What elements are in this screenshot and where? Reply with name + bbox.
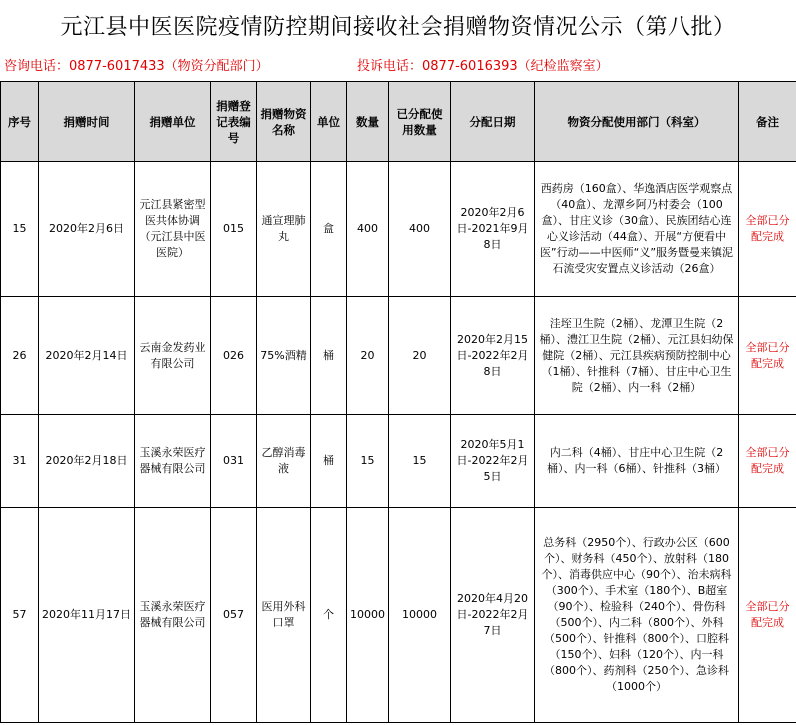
cell-dept: 西药房（160盒）、华逸酒店医学观察点（40盒）、龙潭乡阿乃村委会（100盒）、甘庄义诊（30盒）、民族团结心连心义诊活动（44盒）、开展“方便看中医”行动——中医师“义”服务暨曼来镇泥石流受灾安置点义诊活动（26盒） — [535, 162, 739, 297]
cell-donor: 云南金发药业有限公司 — [135, 297, 211, 415]
cell-unit: 盒 — [311, 162, 347, 297]
cell-reg-no: 015 — [211, 162, 257, 297]
donation-table — [0, 81, 796, 723]
cell-time: 2020年2月14日 — [39, 297, 135, 415]
cell-item: 75%酒精 — [257, 297, 311, 415]
col-header-qty: 数量 — [347, 82, 389, 162]
cell-used: 10000 — [389, 508, 451, 723]
cell-reg-no: 026 — [211, 297, 257, 415]
table-row — [1, 297, 796, 415]
col-header-reg-no: 捐赠登记表编号 — [211, 82, 257, 162]
cell-qty: 400 — [347, 162, 389, 297]
cell-no: 26 — [1, 297, 39, 415]
table-row — [1, 508, 796, 723]
cell-unit: 桶 — [311, 415, 347, 508]
cell-donor: 玉溪永荣医疗器械有限公司 — [135, 508, 211, 723]
cell-no: 15 — [1, 162, 39, 297]
cell-qty: 15 — [347, 415, 389, 508]
cell-time: 2020年2月6日 — [39, 162, 135, 297]
cell-qty: 10000 — [347, 508, 389, 723]
col-header-note: 备注 — [739, 82, 796, 162]
cell-qty: 20 — [347, 297, 389, 415]
cell-note: 全部已分配完成 — [739, 297, 796, 415]
cell-dept: 内二科（4桶）、甘庄中心卫生院（2桶）、内一科（6桶）、针推科（3桶） — [535, 415, 739, 508]
col-header-item: 捐赠物资名称 — [257, 82, 311, 162]
cell-item: 通宣理肺丸 — [257, 162, 311, 297]
complaint-phone: 投诉电话：0877-6016393（纪检监察室） — [357, 59, 609, 74]
page-title: 元江县中医医院疫情防控期间接收社会捐赠物资情况公示（第八批） — [60, 15, 736, 40]
col-header-donor: 捐赠单位 — [135, 82, 211, 162]
cell-unit: 桶 — [311, 297, 347, 415]
col-header-no: 序号 — [1, 82, 39, 162]
table-row — [1, 415, 796, 508]
cell-donor: 玉溪永荣医疗器械有限公司 — [135, 415, 211, 508]
cell-dept: 洼垤卫生院（2桶）、龙潭卫生院（2桶）、澧江卫生院（2桶）、元江县妇幼保健院（2桶）、元江县疾病预防控制中心（1桶）、针推科（7桶）、甘庄中心卫生院（2桶）、内一科（2桶） — [535, 297, 739, 415]
cell-time: 2020年2月18日 — [39, 415, 135, 508]
cell-used: 20 — [389, 297, 451, 415]
cell-note: 全部已分配完成 — [739, 508, 796, 723]
cell-no: 31 — [1, 415, 39, 508]
header-row — [1, 82, 796, 162]
cell-item: 乙醇消毒液 — [257, 415, 311, 508]
col-header-date: 分配日期 — [451, 82, 535, 162]
cell-time: 2020年11月17日 — [39, 508, 135, 723]
cell-date: 2020年2月15日-2022年2月8日 — [451, 297, 535, 415]
cell-no: 57 — [1, 508, 39, 723]
cell-used: 400 — [389, 162, 451, 297]
cell-reg-no: 031 — [211, 415, 257, 508]
col-header-dept: 物资分配使用部门（科室） — [535, 82, 739, 162]
cell-used: 15 — [389, 415, 451, 508]
cell-reg-no: 057 — [211, 508, 257, 723]
cell-donor: 元江县紧密型医共体协调（元江县中医医院） — [135, 162, 211, 297]
cell-item: 医用外科口罩 — [257, 508, 311, 723]
cell-date: 2020年2月6日-2021年9月8日 — [451, 162, 535, 297]
col-header-unit: 单位 — [311, 82, 347, 162]
cell-unit: 个 — [311, 508, 347, 723]
table-row — [1, 162, 796, 297]
cell-dept: 总务科（2950个）、行政办公区（600个）、财务科（450个）、放射科（180个）、消毒供应中心（90个）、治未病科（300个）、手术室（180个）、B超室（90个）、检验科（240个）、骨伤科（500个）、内二科（800个）、外科（500个）、针推科（800个）、口腔科（150个）、妇科（120个）、内一科（800个）、药剂科（250个）、急诊科（1000个） — [535, 508, 739, 723]
cell-date: 2020年5月1日-2022年2月5日 — [451, 415, 535, 508]
col-header-time: 捐赠时间 — [39, 82, 135, 162]
cell-date: 2020年4月20日-2022年2月7日 — [451, 508, 535, 723]
cell-note: 全部已分配完成 — [739, 162, 796, 297]
col-header-used: 已分配使用数量 — [389, 82, 451, 162]
cell-note: 全部已分配完成 — [739, 415, 796, 508]
consult-phone: 咨询电话：0877-6017433（物资分配部门） — [4, 59, 269, 74]
